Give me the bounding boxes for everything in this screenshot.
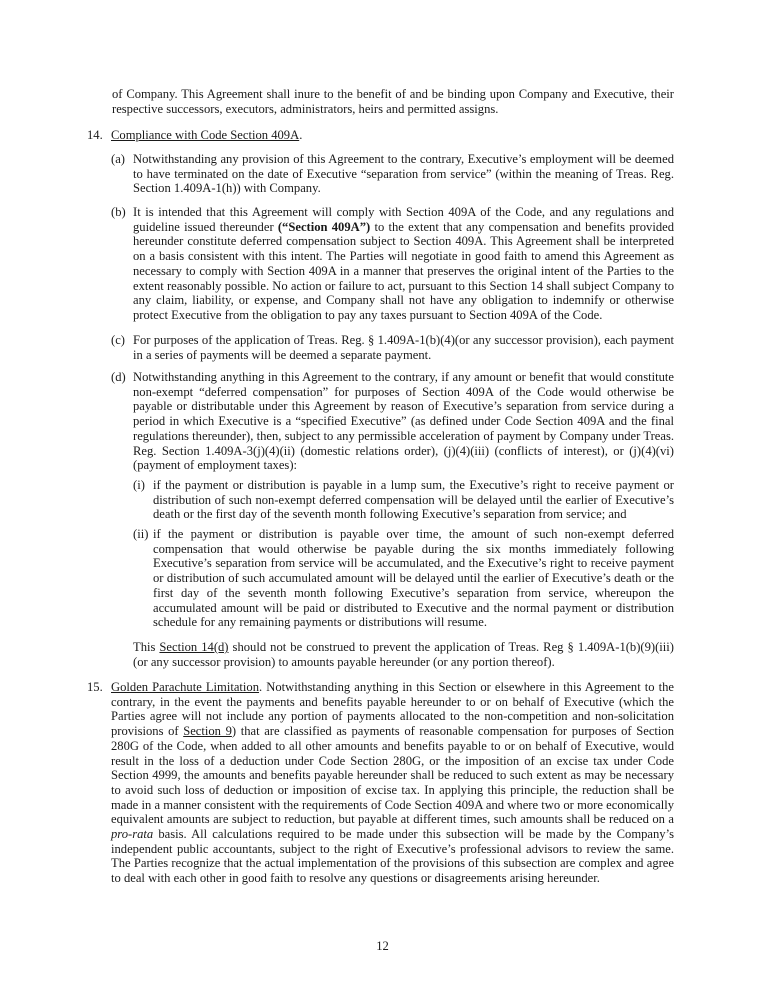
item-d-i-text: if the payment or distribution is payable in a lump sum, the Executive’s right to receive payment or distribution of such non-exempt deferred compensation will be delayed until the earlier of Executive’s death or the first day of the seventh month following Executive’s separation from service; and <box>153 478 674 522</box>
item-a-label: (a) <box>111 152 125 166</box>
item-c-text: For purposes of the application of Treas. Reg. § 1.409A-1(b)(4)(or any successor provision), each payment in a series of payments will be deemed a separate payment. <box>133 333 674 362</box>
item-d-text: Notwithstanding anything in this Agreement to the contrary, if any amount or benefit that would constitute non-exempt “deferred compensation” for purposes of Section 409A of the Code would otherwise be payable or distributable under this Agreement by reason of Executive’s separation from service during a period in which Executive is a “specified Executive” (as defined under Code Section 409A and the final regulations thereunder), then, subject to any permissible acceleration of payment by Company under Treas. Reg. Section 1.409A-3(j)(4)(ii) (domestic relations order), (j)(4)(iii) (conflicts of interest), or (j)(4)(vi) (payment of employment taxes): <box>133 370 674 473</box>
pro-rata-term: pro-rata <box>111 827 154 842</box>
item-b-label: (b) <box>111 205 126 219</box>
item-d-closing-paragraph: This Section 14(d) should not be construed to prevent the application of Treas. Reg § 1.409A-1(b)(9)(iii)(or any successor provision) to amounts payable hereunder (or any portion thereof). <box>133 640 674 669</box>
section-14-title: Compliance with Code Section 409A <box>111 128 300 142</box>
intro-paragraph: of Company. This Agreement shall inure to the benefit of and be binding upon Company and Executive, their respective successors, executors, administrators, heirs and permitted assigns. <box>112 87 674 116</box>
section-14-number: 14. <box>87 128 103 142</box>
section-15-paragraph: Golden Parachute Limitation. Notwithstanding anything in this Section or elsewhere in this Agreement to the contrary, in the event the payments and benefits payable hereunder to or on behalf of Executive (which the Parties agree will not include any portion of payments allocated to the non-competition and non-solicitation provisions of Section 9) that are classified as payments of reasonable compensation for purposes of Section 280G of the Code, when added to all other amounts and benefits payable to or on behalf of Executive, would result in the loss of a deduction under Code Section 280G, or the imposition of an excise tax under Code Section 4999, the amounts and benefits payable hereunder shall be reduced to such extent as may be necessary to avoid such loss of deduction or imposition of excise tax. In applying this principle, the reduction shall be made in a manner consistent with the requirements of Code Section 409A and where two or more economically equivalent amounts are subject to reduction, but payable at different times, such amounts shall be reduced on a pro-rata basis. All calculations required to be made under this subsection will be made by the Company’s independent public accountants, subject to the right of Executive’s professional advisors to review the same. The Parties recognize that the actual implementation of the provisions of this subsection are complex and agree to deal with each other in good faith to resolve any questions or disagreements arising hereunder. <box>111 680 675 886</box>
section-14d-reference: Section 14(d) <box>159 640 229 654</box>
item-d-label: (d) <box>111 370 126 384</box>
item-d-i-label: (i) <box>133 478 145 492</box>
item-d-ii-text: if the payment or distribution is payable over time, the amount of such non-exempt deferred compensation that would otherwise be payable during the six months immediately following Executive’s separation from service will be accumulated, and the Executive’s right to receive payment or distribution of such accumulated amount will be delayed until the earlier of Executive’s death or the first day of the seventh month following Executive’s separation from service, whereupon the accumulated amount will be paid or distributed to Executive and the normal payment or distribution schedule for any remaining payments or distributions will resume. <box>153 527 674 630</box>
item-c-label: (c) <box>111 333 125 347</box>
item-d-ii-label: (ii) <box>133 527 149 541</box>
section-14-heading: Compliance with Code Section 409A. <box>111 128 303 142</box>
page-number: 12 <box>376 939 389 953</box>
item-b-text: It is intended that this Agreement will comply with Section 409A of the Code, and any regulations and guideline issued thereunder (“Section 409A”) to the extent that any compensation and benefits provided hereunder constitute deferred compensation subject to Section 409A. This Agreement shall be interpreted on a basis consistent with this intent. The Parties will negotiate in good faith to amend this Agreement as necessary to comply with Section 409A in a manner that preserves the original intent of the Parties to the extent reasonably possible. No action or failure to act, pursuant to this Section 14 shall subject Company to any claim, liability, or expense, and Company shall not have any obligation to indemnify or otherwise protect Executive from the obligation to pay any taxes pursuant to Section 409A of the Code. <box>133 205 675 322</box>
section-9-reference: Section 9 <box>183 724 232 739</box>
section-15-number: 15. <box>87 680 103 694</box>
section-15-title: Golden Parachute Limitation <box>111 680 260 694</box>
section-409a-defined-term: (“Section 409A”) <box>277 219 371 234</box>
item-a-text: Notwithstanding any provision of this Agreement to the contrary, Executive’s employment will be deemed to have terminated on the date of Executive “separation from service” (within the meaning of Treas. Reg. Section 1.409A-1(h)) with Company. <box>133 152 674 196</box>
